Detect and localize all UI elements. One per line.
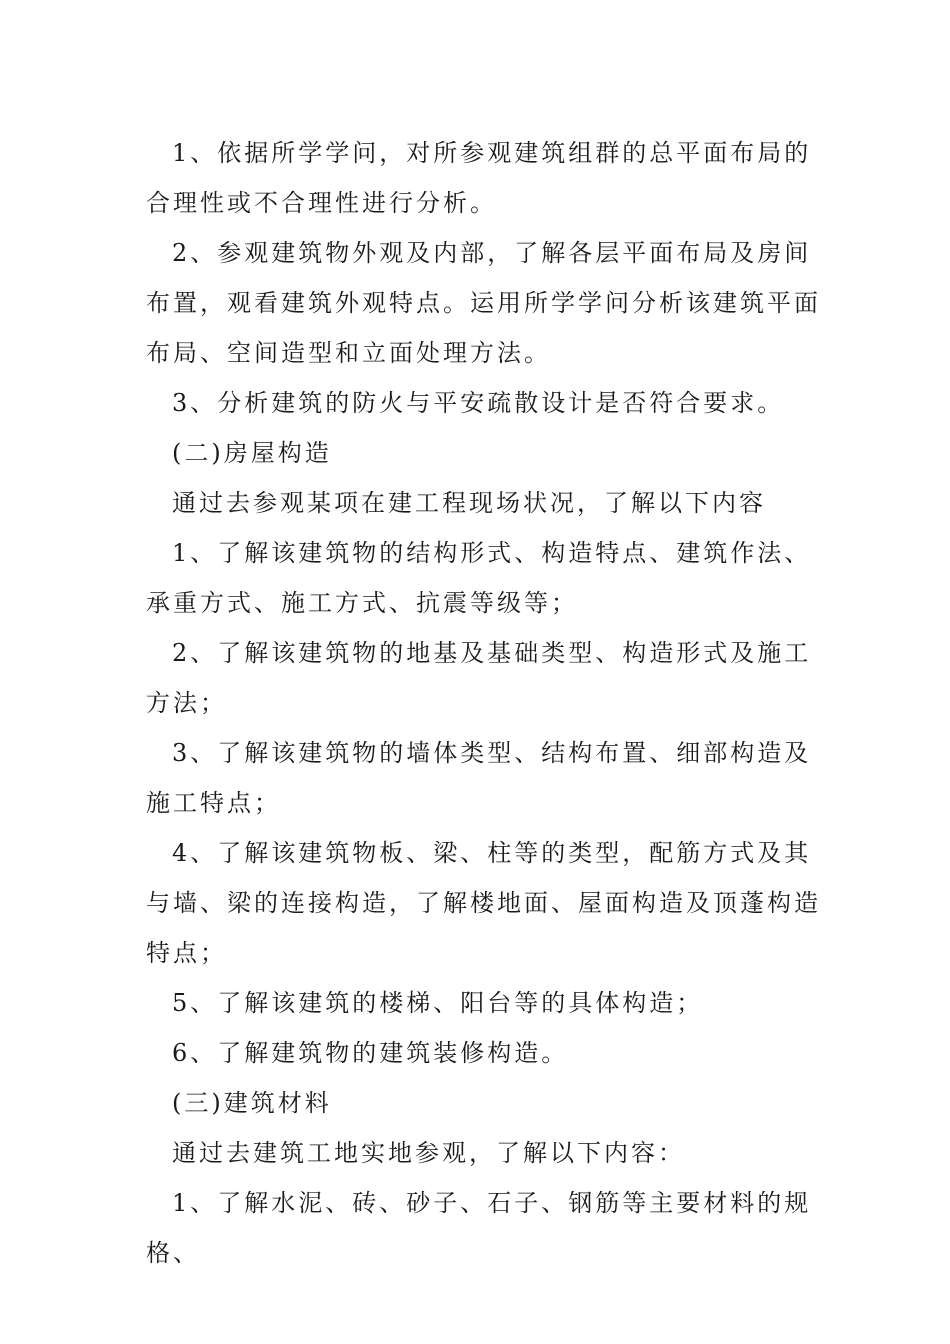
paragraph-construction-6: 6、了解建筑物的建筑装修构造。 xyxy=(172,1039,569,1067)
paragraph-construction-2: 2、了解该建筑物的地基及基础类型、构造形式及施工方法； xyxy=(146,639,812,717)
paragraph-3: 3、分析建筑的防火与平安疏散设计是否符合要求。 xyxy=(172,389,785,417)
paragraph-materials-1: 1、了解水泥、砖、砂子、石子、钢筋等主要材料的规格、 xyxy=(146,1189,812,1267)
paragraph-intro-construction: 通过去参观某项在建工程现场状况，了解以下内容 xyxy=(172,489,766,517)
paragraph-construction-1: 1、了解该建筑物的结构形式、构造特点、建筑作法、承重方式、施工方式、抗震等级等； xyxy=(146,539,812,617)
paragraph-construction-5: 5、了解该建筑的楼梯、阳台等的具体构造； xyxy=(172,989,704,1017)
paragraph-2: 2、参观建筑物外观及内部，了解各层平面布局及房间布置，观看建筑外观特点。运用所学学问分析该建筑平面布局、空间造型和立面处理方法。 xyxy=(146,239,821,367)
paragraph-1: 1、依据所学学问，对所参观建筑组群的总平面布局的合理性或不合理性进行分析。 xyxy=(146,139,812,217)
paragraph-construction-3: 3、了解该建筑物的墙体类型、结构布置、细部构造及施工特点； xyxy=(146,739,812,817)
paragraph-construction-4: 4、了解该建筑物板、梁、柱等的类型，配筋方式及其与墙、梁的连接构造，了解楼地面、屋面构造及顶蓬构造特点； xyxy=(146,839,821,967)
section-heading-materials: (三)建筑材料 xyxy=(172,1089,332,1117)
paragraph-intro-materials: 通过去建筑工地实地参观，了解以下内容： xyxy=(172,1139,685,1167)
section-heading-construction: (二)房屋构造 xyxy=(172,439,332,467)
document-body xyxy=(146,128,826,1278)
